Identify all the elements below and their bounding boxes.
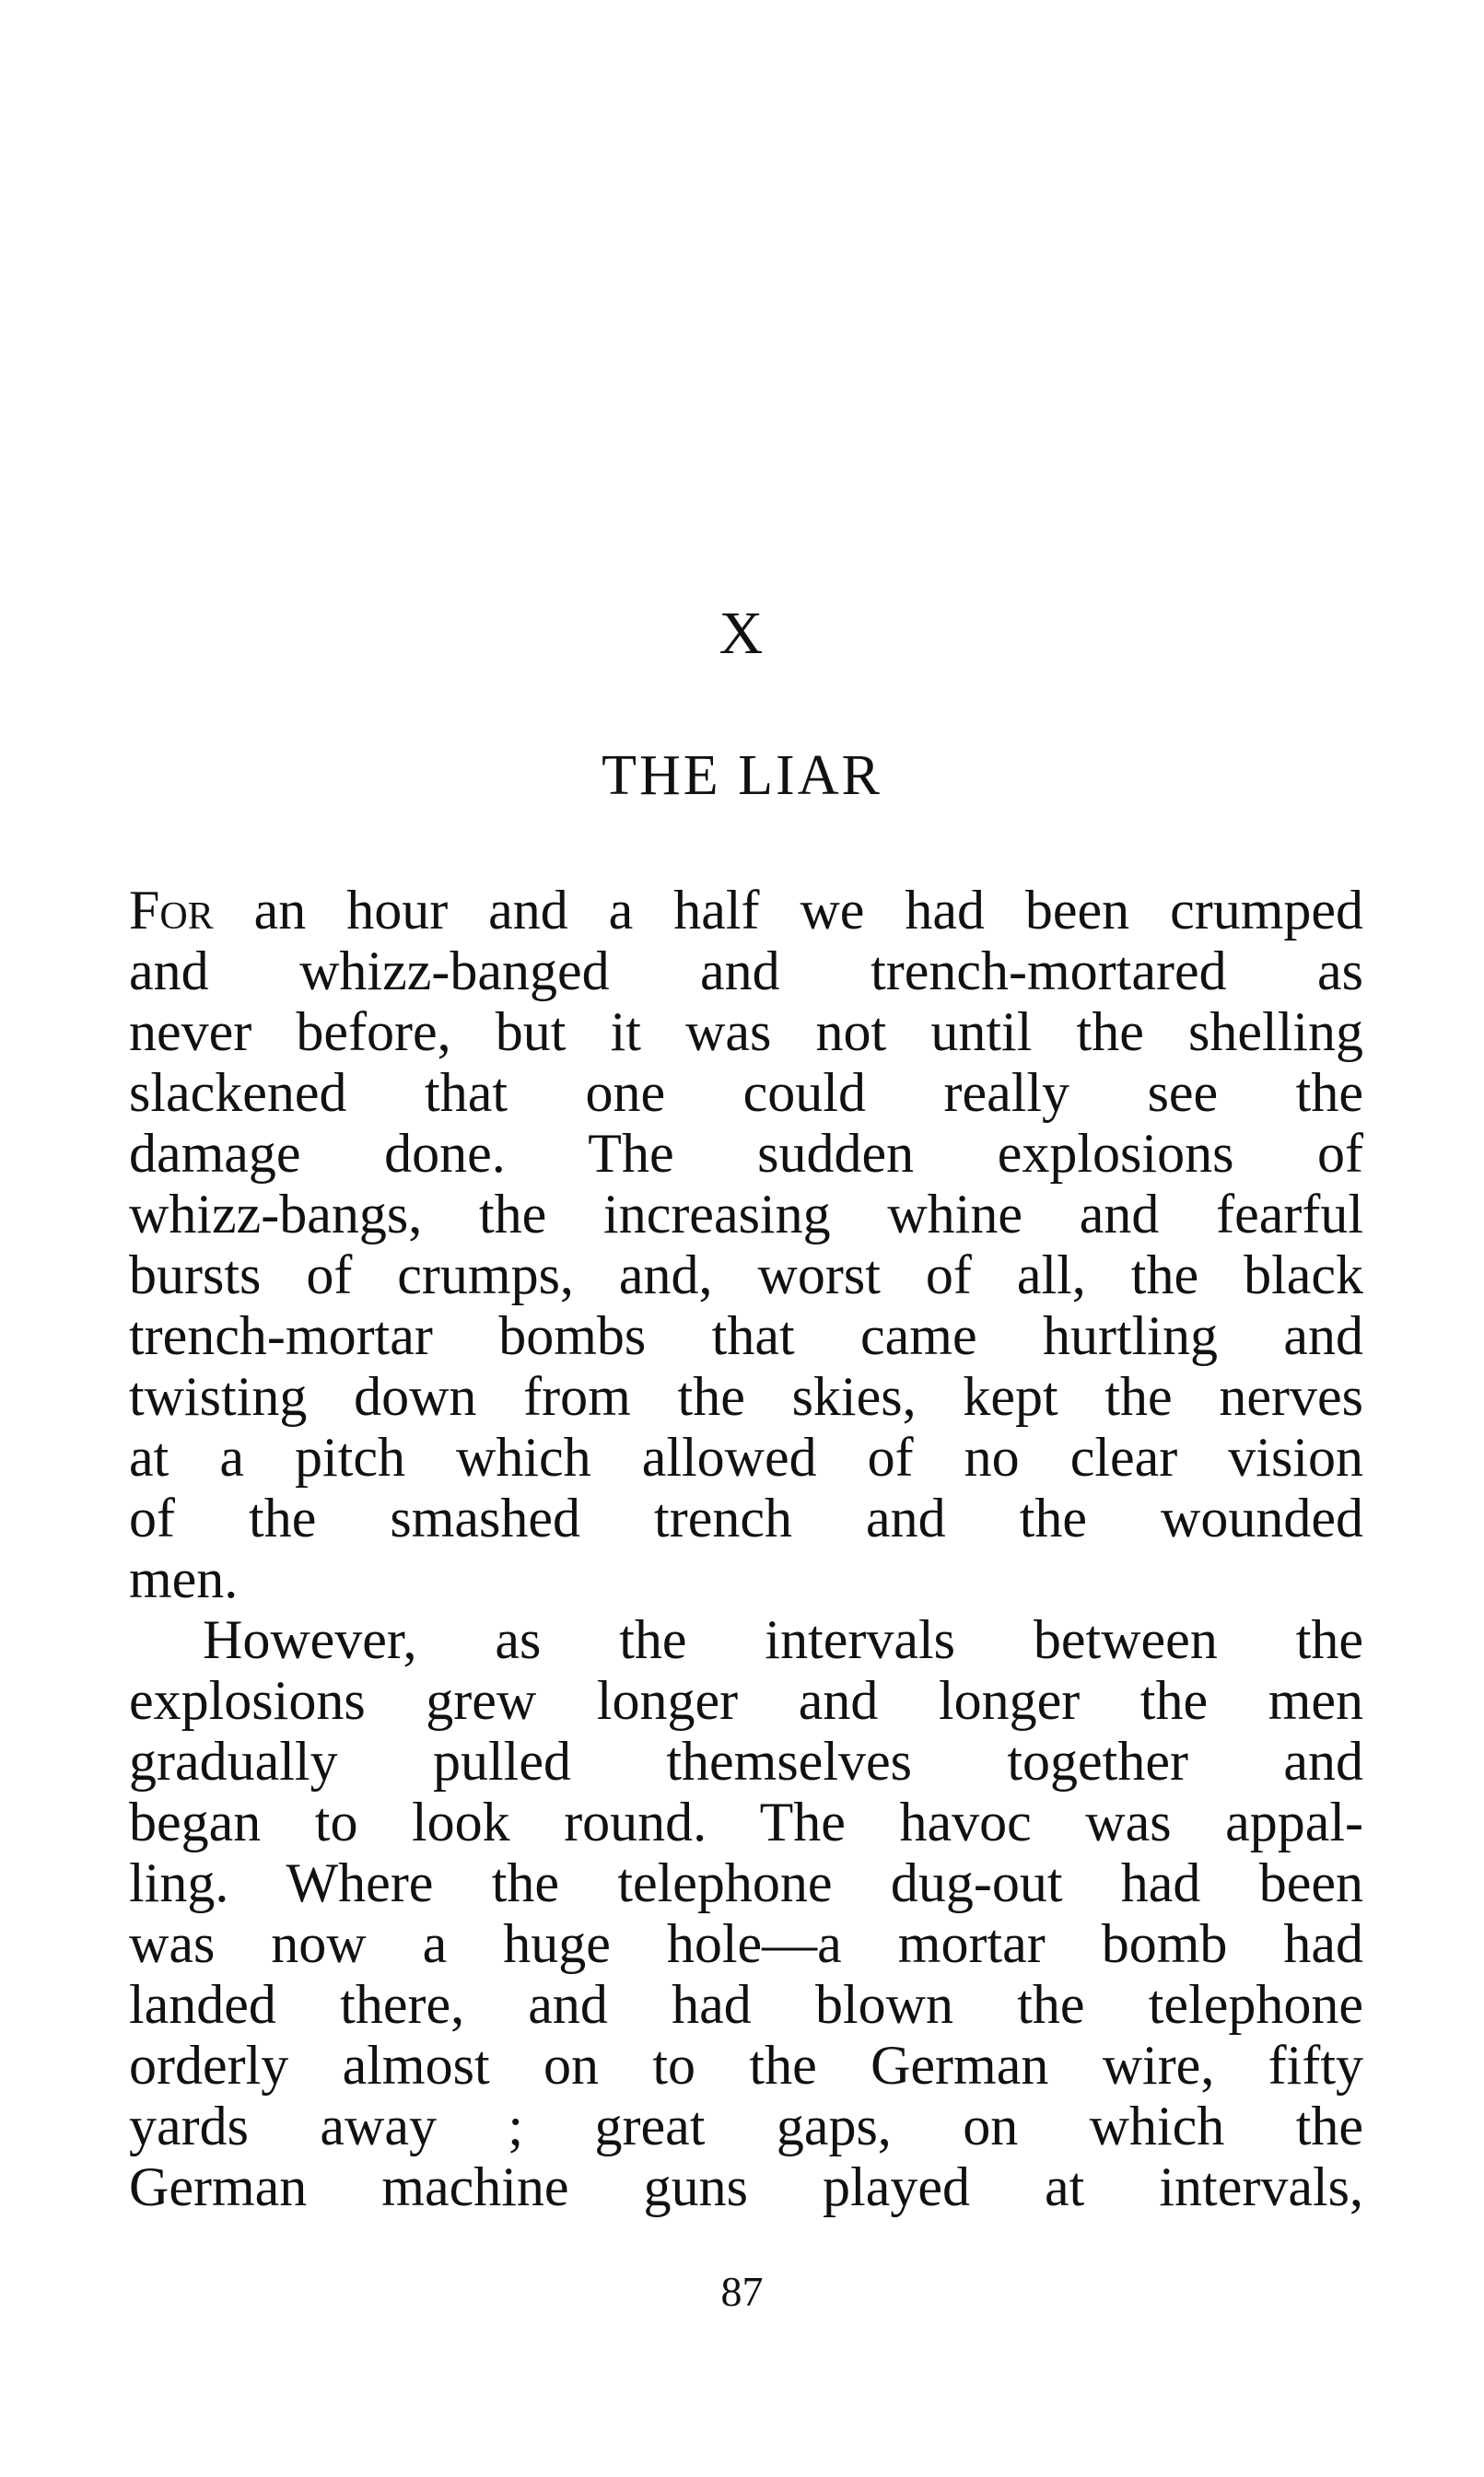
text-line: damage done. The sudden explosions of (129, 1123, 1363, 1184)
text-line: at a pitch which allowed of no clear vision (129, 1427, 1363, 1488)
text-line: twisting down from the skies, kept the nerves (129, 1366, 1363, 1427)
text-line: landed there, and had blown the telephone (129, 1974, 1363, 2035)
text-line: of the smashed trench and the wounded (129, 1488, 1363, 1548)
text-line: gradually pulled themselves together and (129, 1731, 1363, 1792)
text-line: began to look round. The havoc was appal- (129, 1792, 1363, 1852)
page-number: 87 (720, 2268, 764, 2315)
text-line (129, 880, 1363, 941)
text-line: ling. Where the telephone dug-out had been (129, 1852, 1363, 1913)
text-line: orderly almost on to the German wire, fifty (129, 2035, 1363, 2096)
chapter-number: X (719, 600, 765, 667)
text-line-content: an hour and a half we had been crumped (213, 880, 1363, 941)
text-line: whizz-bangs, the increasing whine and fearful (129, 1184, 1363, 1244)
text-line: men. (129, 1548, 239, 1609)
text-line: never before, but it was not until the shelling (129, 1001, 1363, 1062)
text-line: yards away ; great gaps, on which the (129, 2096, 1363, 2156)
text-line: bursts of crumps, and, worst of all, the black (129, 1244, 1363, 1305)
chapter-title: THE LIAR (602, 744, 882, 807)
text-line: However, as the intervals between the (203, 1609, 1363, 1670)
body-text (129, 880, 1363, 2217)
opening-word: For (129, 880, 214, 941)
text-line: explosions grew longer and longer the men (129, 1670, 1363, 1731)
text-line: and whizz-banged and trench-mortared as (129, 941, 1363, 1001)
text-line: German machine guns played at intervals, (129, 2156, 1363, 2217)
text-line: was now a huge hole—a mortar bomb had (129, 1913, 1363, 1974)
text-line: slackened that one could really see the (129, 1062, 1363, 1123)
text-line: trench-mortar bombs that came hurtling and (129, 1305, 1363, 1366)
